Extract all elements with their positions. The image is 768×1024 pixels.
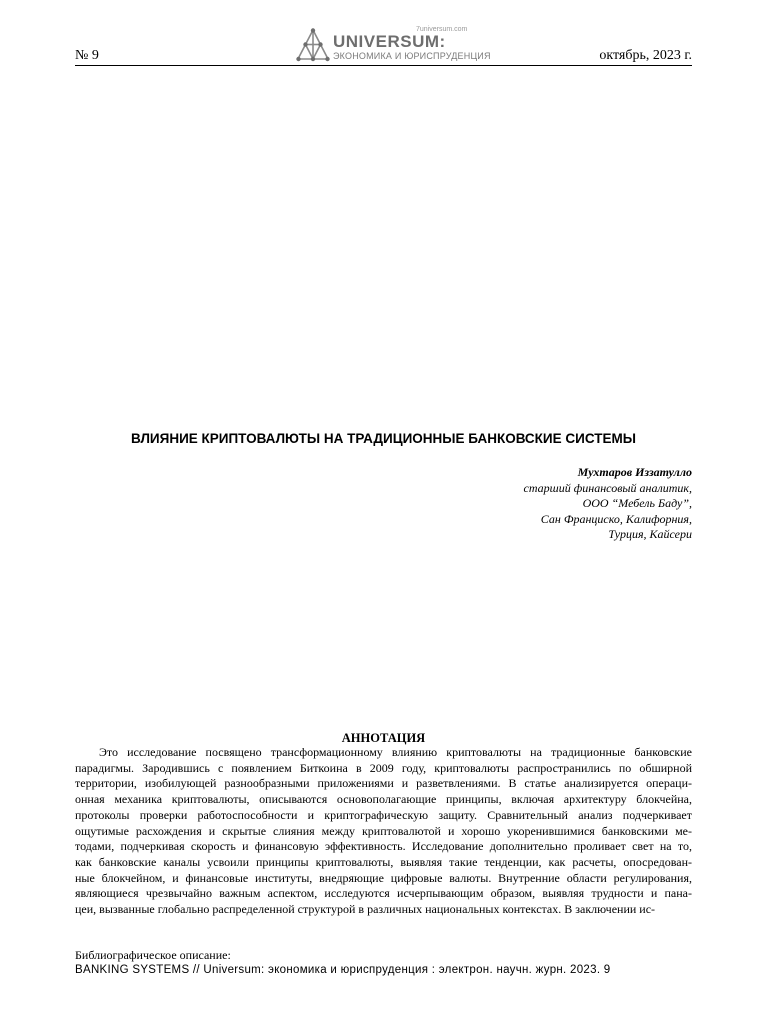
logo-emblem-icon bbox=[296, 28, 330, 62]
abstract-line: ные блокчейном, и финансовые институты, внедряющие цифровые валюты. Внутренние области регулирования, bbox=[75, 870, 692, 885]
abstract-text bbox=[75, 745, 692, 918]
author-block bbox=[524, 465, 692, 543]
abstract-line: как банковские каналы усвоили принципы криптовалюты, выявляя такие тенденции, как расчеты, опосредован- bbox=[75, 854, 692, 869]
abstract-heading: АННОТАЦИЯ bbox=[341, 731, 426, 745]
article-title: ВЛИЯНИЕ КРИПТОВАЛЮТЫ НА ТРАДИЦИОННЫЕ БАНКОВСКИЕ СИСТЕМЫ bbox=[131, 431, 636, 446]
issue-date: октябрь, 2023 г. bbox=[599, 48, 692, 63]
author-affiliation-line: ООО “Мебель Баду”, bbox=[582, 496, 692, 510]
page-header bbox=[75, 26, 692, 66]
author-affiliation-line: старший финансовый аналитик, bbox=[523, 480, 692, 495]
abstract-line: территории, изобилующей разнообразными приложениями и разветвлениями. В статье анализируется операци- bbox=[75, 776, 692, 791]
abstract-line: являющиеся чрезвычайно важным аспектом, исследуются исчерпывающим образом, выявляя трудности и пана- bbox=[75, 886, 692, 901]
header-rule bbox=[75, 65, 692, 66]
author-name: Мухтаров Иззатулло bbox=[577, 465, 692, 479]
biblio-label: Библиографическое описание: bbox=[75, 948, 231, 962]
author-affiliation-line: Сан Франциско, Калифорния, bbox=[540, 511, 692, 526]
abstract-line: ощутимые расхождения и скрытые слияния между криптовалютой и хорошо укоренившимися банковскими ме- bbox=[75, 823, 692, 838]
logo-subtitle: ЭКОНОМИКА И ЮРИСПРУДЕНЦИЯ bbox=[333, 51, 491, 61]
biblio-text: BANKING SYSTEMS // Universum: экономика и юриспруденция : электрон. научн. журн. 2023. 9 bbox=[75, 964, 611, 976]
author-affiliation-line: Турция, Кайсери bbox=[608, 527, 692, 541]
logo-site: 7universum.com bbox=[416, 26, 468, 33]
logo-name: UNIVERSUM: bbox=[333, 32, 446, 51]
abstract-line: парадигмы. Зародившись с появлением Биткоина в 2009 году, криптовалюты распространились по обширной bbox=[75, 760, 692, 775]
abstract-line: тодами, подчеркивая скорость и финансовую эффективность. Исследование дополнительно проливает свет на то, bbox=[75, 839, 692, 854]
bibliographic-description bbox=[75, 948, 611, 978]
journal-logo bbox=[296, 26, 496, 64]
abstract-line: Это исследование посвящено трансформационному влиянию криптовалюты на традиционные банковские bbox=[99, 745, 692, 759]
abstract-line: цеи, вызванные глобально распределенной структурой в различных национальных контекстах. В заключении ис- bbox=[75, 902, 656, 917]
abstract-line: протоколы проверки работоспособности и криптографическую защиту. Сравнительный анализ подчеркивает bbox=[75, 807, 692, 822]
abstract-line: онная механика криптовалюты, описываются основополагающие принципы, включая архитектуру блокчейна, bbox=[75, 792, 692, 807]
issue-number: № 9 bbox=[75, 48, 99, 63]
